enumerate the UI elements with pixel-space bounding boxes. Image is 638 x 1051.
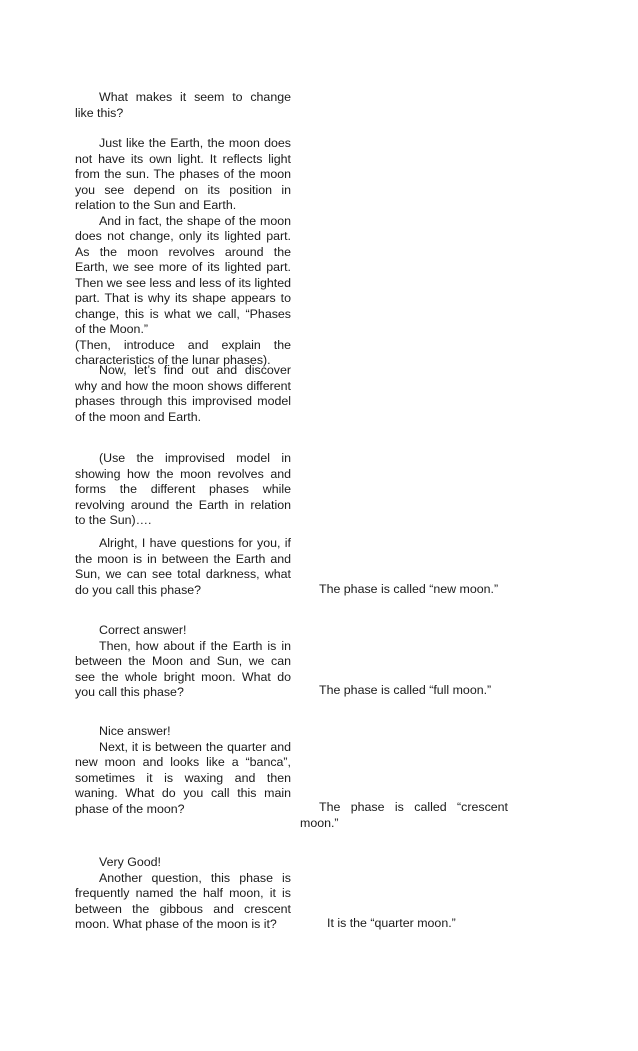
answer-text: The phase is called “crescent moon.” — [300, 800, 508, 830]
teacher-block-8 — [75, 855, 291, 933]
student-answer-3 — [300, 800, 510, 831]
paragraph: (Use the improvised model in showing how the moon revolves and forms the different phases while revolving around the Earth in relation to the Sun)…. — [75, 451, 291, 527]
paragraph: Correct answer! — [99, 623, 187, 637]
student-answer-2 — [300, 683, 510, 699]
paragraph: Alright, I have questions for you, if the moon is in between the Earth and Sun, we can see total darkness, what do you call this phase? — [75, 536, 291, 597]
paragraph: Another question, this phase is frequently named the half moon, it is between the gibbous and crescent moon. What phase of the moon is it? — [75, 870, 291, 931]
student-answer-4 — [300, 916, 510, 932]
student-answer-1 — [300, 582, 510, 598]
paragraph: Now, let’s find out and discover why and how the moon shows different phases through this improvised model of the moon and Earth. — [75, 363, 291, 424]
paragraph: Very Good! — [99, 855, 161, 869]
teacher-block-5 — [75, 536, 291, 598]
paragraph: (Then, introduce and explain the characteristics of the lunar phases). — [75, 337, 291, 367]
teacher-block-6 — [75, 623, 291, 701]
paragraph: Then, how about if the Earth is in between the Moon and Sun, we can see the whole bright moon. What do you call this phase? — [75, 638, 291, 699]
teacher-block-3 — [75, 363, 291, 425]
paragraph: Just like the Earth, the moon does not have its own light. It reflects light from the sun. The phases of the moon you see depend on its position in relation to the Sun and Earth. — [75, 136, 291, 212]
paragraph: Next, it is between the quarter and new moon and looks like a “banca”, sometimes it is waxing and then waning. What do you call this main phase of the moon? — [75, 739, 291, 816]
paragraph: And in fact, the shape of the moon does not change, only its lighted part. As the moon revolves around the Earth, we see more of its lighted part. Then we see less and less of its lighted part. That is why its shape appears to change, this is what we call, “Phases of the Moon.” — [75, 213, 291, 336]
answer-text: It is the “quarter moon.” — [327, 916, 456, 930]
teacher-block-4 — [75, 451, 291, 529]
teacher-block-2 — [75, 136, 291, 369]
paragraph: Nice answer! — [99, 724, 171, 738]
teacher-block-7 — [75, 724, 291, 817]
answer-text: The phase is called “new moon.” — [319, 582, 499, 596]
paragraph: What makes it seem to change like this? — [75, 90, 291, 120]
answer-text: The phase is called “full moon.” — [319, 683, 492, 697]
teacher-block-1 — [75, 90, 291, 121]
